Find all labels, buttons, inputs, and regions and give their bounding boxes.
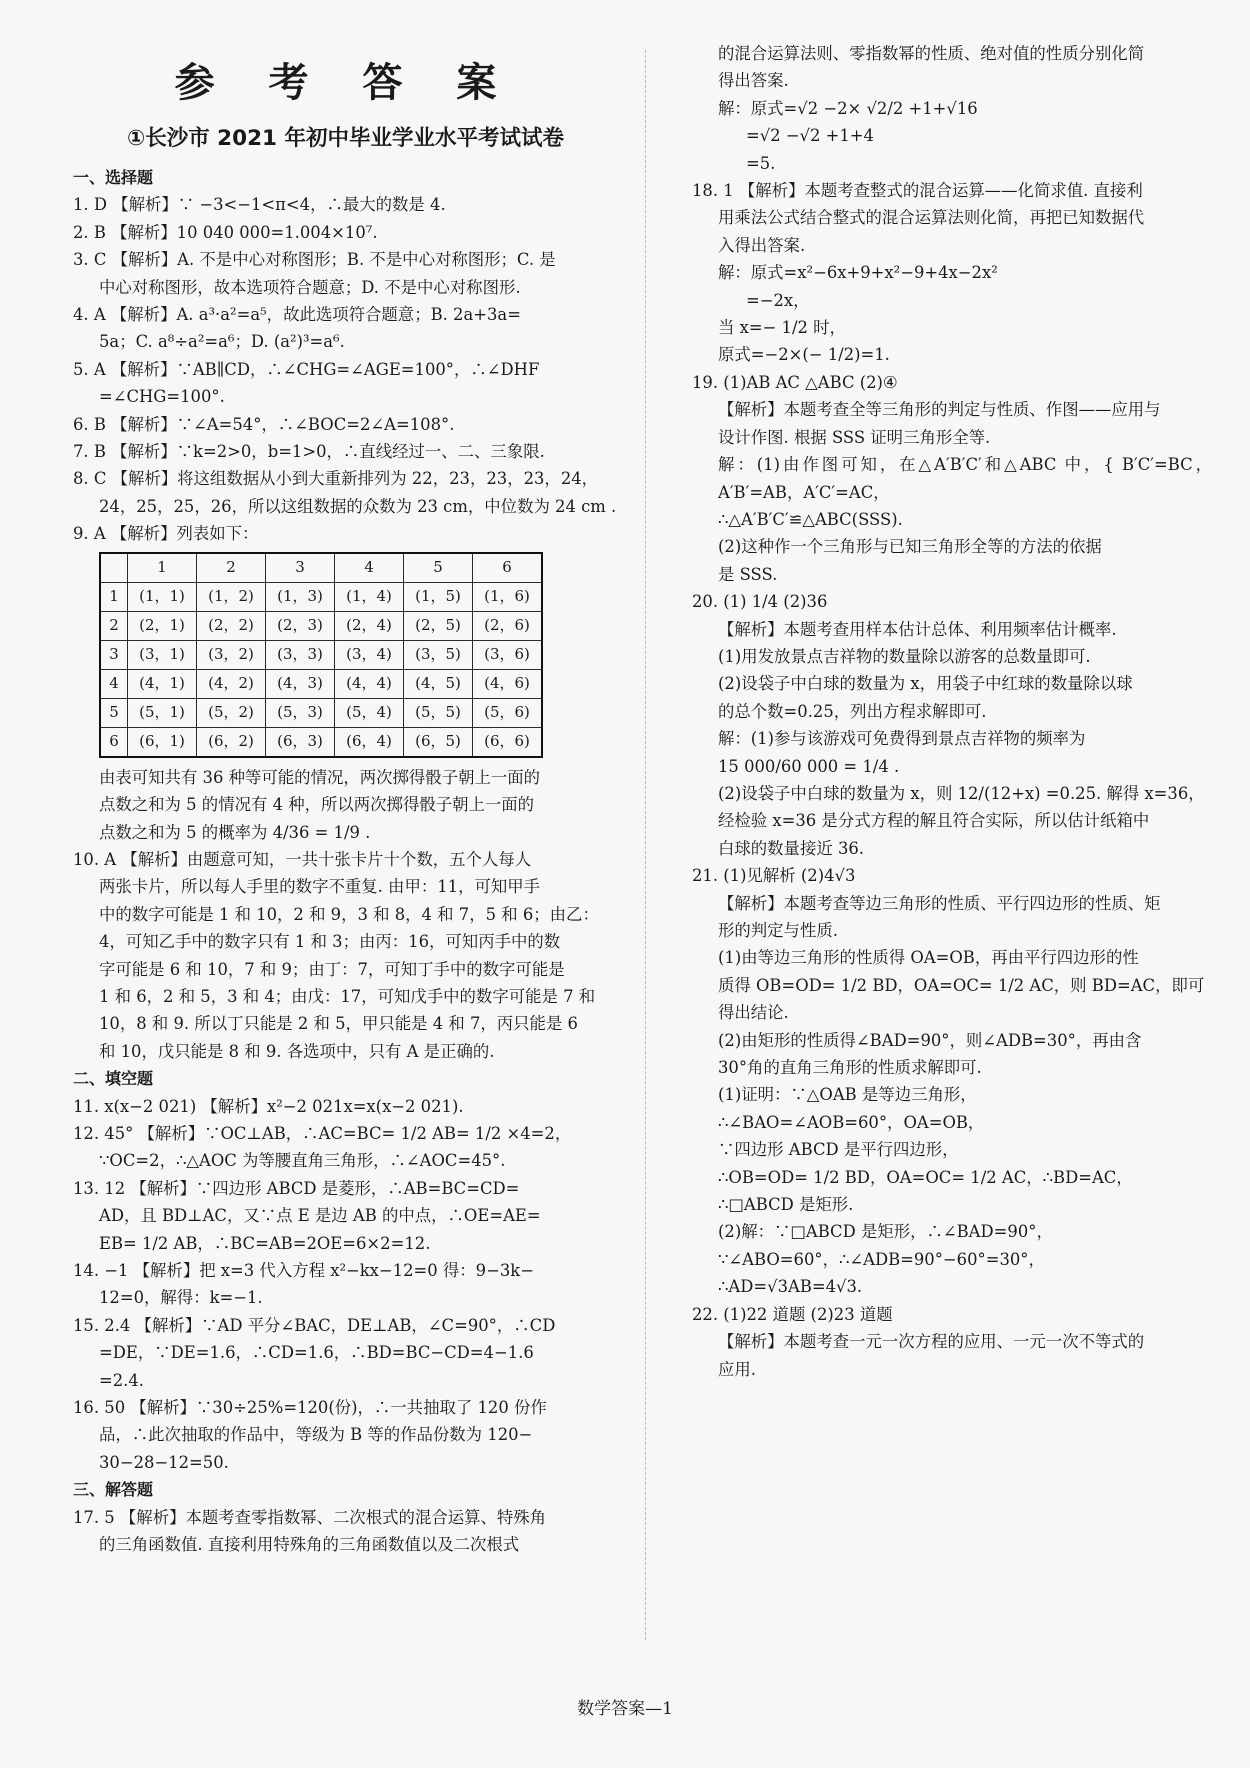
answer-2: 2. B 【解析】10 040 000=1.004×10⁷. [73,222,378,242]
answer-12-cont: ∵OC=2，∴△AOC 为等腰直角三角形，∴∠AOC=45°. [99,1151,506,1171]
answer-22: 22. (1)22 道题 (2)23 道题 [692,1304,893,1324]
answer-21-solution: ∴OB=OD= 1/2 BD，OA=OC= 1/2 AC，∴BD=AC， [718,1167,1133,1187]
table-cell: (1，3) [266,582,335,611]
table-cell: (3，6) [473,640,543,669]
section-choice: 一、选择题 [73,168,154,187]
answer-20-cont: (2)设袋子中白球的数量为 x，用袋子中红球的数量除以球 [718,674,1133,694]
table-row [100,727,542,757]
answer-21-solution: ∴∠BAO=∠AOB=60°，OA=OB， [718,1112,985,1132]
answer-1: 1. D 【解析】∵ −3<−1<π<4，∴最大的数是 4. [73,195,446,215]
answer-16-cont: 30−28−12=50. [99,1452,229,1472]
table-cell: (3，1) [128,640,197,669]
answer-19-solution: ∴△A′B′C′≌△ABC(SSS). [718,509,903,529]
table-row [100,582,542,611]
table-cell: (6，1) [128,727,197,757]
answer-10: 10. A 【解析】由题意可知，一共十张卡片十个数，五个人每人 [73,849,532,869]
answer-8-cont: 24，25，25，26，所以这组数据的众数为 23 cm，中位数为 24 cm . [99,496,617,516]
section-solve: 三、解答题 [73,1480,154,1500]
answer-4: 4. A 【解析】A. a³·a²=a⁵，故此选项符合题意；B. 2a+3a= [73,305,521,325]
answer-21-solution: ∴AD=√3AB=4√3. [718,1277,863,1297]
answer-10-cont: 10，8 和 9. 所以丁只能是 2 和 5，甲只能是 4 和 7，丙只能是 6 [99,1014,578,1034]
table-cell: 1 [128,553,197,583]
answer-14: 14. −1 【解析】把 x=3 代入方程 x²−kx−12=0 得：9−3k− [73,1261,534,1280]
answer-18-solution: 当 x=− 1/2 时， [718,318,846,338]
answer-15-cont: =DE，∵DE=1.6，∴CD=1.6，∴BD=BC−CD=4−1.6 [99,1343,534,1363]
answer-20-solution: 经检验 x=36 是分式方程的解且符合实际，所以估计纸箱中 [718,811,1150,831]
column-divider [645,50,646,1640]
answer-17-solution: =5. [746,153,776,173]
table-header-row [100,553,542,583]
answer-12: 12. 45° 【解析】∵OC⊥AB，∴AC=BC= 1/2 AB= 1/2 ×4=2， [73,1123,572,1143]
table-row [100,640,542,669]
table-cell: (4，4) [335,669,404,698]
table-cell: (5，4) [335,698,404,727]
answer-21-solution: (2)解：∵□ABCD 是矩形，∴∠BAD=90°， [718,1222,1053,1242]
answer-9-cont: 点数之和为 5 的情况有 4 种，所以两次掷得骰子朝上一面的 [99,795,535,815]
table-cell: (1，5) [404,582,473,611]
answer-19: 19. (1)AB AC △ABC (2)④ [692,372,898,392]
answer-20-cont: 的总个数=0.25，列出方程求解即可. [718,701,987,721]
table-cell: (5，1) [128,698,197,727]
table-cell: (1，2) [197,582,266,611]
answer-20-cont: (1)用发放景点吉祥物的数量除以游客的总数量即可. [718,646,1091,666]
answer-10-cont: 和 10，戊只能是 8 和 9. 各选项中，只有 A 是正确的. [99,1041,495,1061]
answer-8: 8. C 【解析】将这组数据从小到大重新排列为 22，23，23，23，24， [73,469,599,489]
table-cell: 3 [266,553,335,583]
answer-11: 11. x(x−2 021) 【解析】x²−2 021x=x(x−2 021). [73,1096,464,1116]
answer-13: 13. 12 【解析】∵四边形 ABCD 是菱形，∴AB=BC=CD= [73,1178,520,1198]
table-cell: (5，2) [197,698,266,727]
answer-9: 9. A 【解析】列表如下： [73,524,259,544]
table-cell: (1，1) [128,582,197,611]
paper-title: ①长沙市 2021 年初中毕业学业水平考试试卷 [126,126,564,151]
table-cell: 4 [100,669,128,698]
table-cell: (6，2) [197,727,266,757]
table-cell: (6，6) [473,727,543,757]
table-cell: (2，2) [197,611,266,640]
right-column [692,40,1212,1383]
table-row [100,698,542,727]
answer-10-cont: 1 和 6，2 和 5，3 和 4；由戊：17，可知戊手中的数字可能是 7 和 [99,986,596,1006]
table-cell: (2，5) [404,611,473,640]
answer-22-cont: 应用. [718,1359,756,1379]
table-cell: (3，3) [266,640,335,669]
answer-22-cont: 【解析】本题考查一元一次方程的应用、一元一次不等式的 [718,1332,1145,1352]
answer-21-solution: ∵∠ABO=60°，∴∠ADB=90°−60°=30°， [718,1249,1045,1269]
answer-21-cont: 质得 OB=OD= 1/2 BD，OA=OC= 1/2 AC，则 BD=AC，即可 [718,975,1205,995]
page-footer: 数学答案—1 [577,1699,673,1719]
table-cell: (4，5) [404,669,473,698]
answer-13-cont: AD，且 BD⊥AC，又∵点 E 是边 AB 的中点，∴OE=AE= [99,1206,541,1226]
table-cell: 2 [197,553,266,583]
table-cell: (2，4) [335,611,404,640]
table-cell: 4 [335,553,404,583]
table-cell: (4，2) [197,669,266,698]
table-cell: (5，3) [266,698,335,727]
answer-21-cont: 形的判定与性质. [718,921,838,940]
table-cell: (1，6) [473,582,543,611]
answer-17-solution: =√2 −√2 +1+4 [746,126,874,146]
answer-10-cont: 字可能是 6 和 10，7 和 9；由丁：7，可知丁手中的数字可能是 [99,959,565,979]
table-row [100,669,542,698]
answer-21: 21. (1)见解析 (2)4√3 [692,866,856,886]
answer-16-cont: 品，∴此次抽取的作品中，等级为 B 等的作品份数为 120− [99,1425,533,1445]
table-cell: (4，3) [266,669,335,698]
table-cell: (4，6) [473,669,543,698]
answer-19-solution: 解：(1)由作图可知，在△A′B′C′和△ABC 中，{ B′C′=BC，A′B′=AB，A′C′=AC， [718,455,1212,502]
answer-18-cont: 入得出答案. [718,235,806,255]
table-cell [100,553,128,583]
section-fill: 二、填空题 [73,1069,154,1089]
table-cell: 2 [100,611,128,640]
table-cell: (3，4) [335,640,404,669]
table-cell: (2，6) [473,611,543,640]
answer-20-solution: (2)设袋子中白球的数量为 x，则 12/(12+x) =0.25. 解得 x=36， [718,783,1205,803]
answer-4-cont: 5a；C. a⁸÷a²=a⁶；D. (a²)³=a⁶. [99,332,345,352]
answer-17-cont: 的三角函数值. 直接利用特殊角的三角函数值以及二次根式 [99,1535,520,1555]
answer-20-solution: 解：(1)参与该游戏可免费得到景点吉祥物的频率为 [718,729,1086,749]
table-cell: (3，5) [404,640,473,669]
table-cell: 6 [100,727,128,757]
answer-21-solution: ∵四边形 ABCD 是平行四边形， [718,1140,959,1160]
answer-19-solution: 是 SSS. [718,564,778,584]
left-column [73,40,618,1558]
answer-21-cont: 得出结论. [718,1003,789,1023]
answer-5-cont: =∠CHG=100°. [99,387,225,407]
answer-19-solution: (2)这种作一个三角形与已知三角形全等的方法的依据 [718,537,1102,557]
answer-17-solution: 解：原式=√2 −2× √2/2 +1+√16 [718,98,978,118]
answer-21-cont: (2)由矩形的性质得∠BAD=90°，则∠ADB=30°，再由含 [718,1030,1142,1050]
answer-21-cont: 30°角的直角三角形的性质求解即可. [718,1058,982,1078]
answer-18-solution: 原式=−2×(− 1/2)=1. [718,345,890,365]
answer-5: 5. A 【解析】∵AB∥CD，∴∠CHG=∠AGE=100°，∴∠DHF [73,359,540,379]
answer-9-cont: 点数之和为 5 的概率为 4/36 = 1/9 . [99,822,371,842]
table-cell: 1 [100,582,128,611]
answer-19-cont: 【解析】本题考查全等三角形的判定与性质、作图——应用与 [718,400,1161,420]
answer-10-cont: 4，可知乙手中的数字只有 1 和 3；由丙：16，可知丙手中的数 [99,932,561,952]
answer-20: 20. (1) 1/4 (2)36 [692,592,828,612]
answer-17-cont: 的混合运算法则、零指数幂的性质、绝对值的性质分别化简 [718,44,1145,63]
table-cell: 3 [100,640,128,669]
table-cell: 5 [100,698,128,727]
answer-17-cont: 得出答案. [718,71,789,91]
table-cell: (2，3) [266,611,335,640]
answer-21-cont: (1)由等边三角形的性质得 OA=OB，再由平行四边形的性 [718,948,1139,968]
table-cell: 6 [473,553,543,583]
answer-17: 17. 5 【解析】本题考查零指数幂、二次根式的混合运算、特殊角 [73,1507,547,1527]
answer-21-solution: ∴□ABCD 是矩形. [718,1195,854,1215]
answer-18-solution: 解：原式=x²−6x+9+x²−9+4x−2x² [718,263,998,283]
answer-15-cont: =2.4. [99,1370,145,1390]
answer-18: 18. 1 【解析】本题考查整式的混合运算——化简求值. 直接利 [692,181,1143,201]
dice-table [99,552,543,758]
answer-20-solution: 15 000/60 000 = 1/4 . [718,756,900,776]
answer-18-solution: =−2x， [746,290,810,310]
table-cell: (4，1) [128,669,197,698]
answer-20-solution: 白球的数量接近 36. [718,838,865,858]
answer-3-cont: 中心对称图形，故本选项符合题意；D. 不是中心对称图形. [99,277,521,297]
table-cell: (5，6) [473,698,543,727]
page-title: 参 考 答 案 [174,60,517,106]
answer-15: 15. 2.4 【解析】∵AD 平分∠BAC，DE⊥AB，∠C=90°，∴CD [73,1315,556,1335]
answer-10-cont: 两张卡片，所以每人手里的数字不重复. 由甲：11，可知甲手 [99,877,541,897]
answer-13-cont: EB= 1/2 AB，∴BC=AB=2OE=6×2=12. [99,1233,431,1253]
table-cell: (2，1) [128,611,197,640]
table-cell: (6，3) [266,727,335,757]
answer-14-cont: 12=0，解得：k=−1. [99,1288,263,1308]
table-cell: 5 [404,553,473,583]
answer-16: 16. 50 【解析】∵30÷25%=120(份)，∴一共抽取了 120 份作 [73,1398,547,1418]
table-cell: (1，4) [335,582,404,611]
table-cell: (5，5) [404,698,473,727]
answer-19-cont: 设计作图. 根据 SSS 证明三角形全等. [718,427,991,447]
answer-20-cont: 【解析】本题考查用样本估计总体、利用频率估计概率. [718,619,1117,639]
answer-10-cont: 中的数字可能是 1 和 10，2 和 9，3 和 8，4 和 7，5 和 6；由乙： [99,904,599,924]
answer-21-solution: (1)证明：∵△OAB 是等边三角形， [718,1085,977,1105]
table-row [100,611,542,640]
answer-7: 7. B 【解析】∵k=2>0，b=1>0，∴直线经过一、二、三象限. [73,442,545,462]
table-cell: (6，5) [404,727,473,757]
table-cell: (3，2) [197,640,266,669]
answer-18-cont: 用乘法公式结合整式的混合运算法则化简，再把已知数据代 [718,208,1145,228]
table-cell: (6，4) [335,727,404,757]
answer-3: 3. C 【解析】A. 不是中心对称图形；B. 不是中心对称图形；C. 是 [73,250,556,270]
answer-21-cont: 【解析】本题考查等边三角形的性质、平行四边形的性质、矩 [718,893,1161,913]
answer-9-cont: 由表可知共有 36 种等可能的情况，两次掷得骰子朝上一面的 [99,767,541,787]
answer-6: 6. B 【解析】∵∠A=54°，∴∠BOC=2∠A=108°. [73,414,455,434]
